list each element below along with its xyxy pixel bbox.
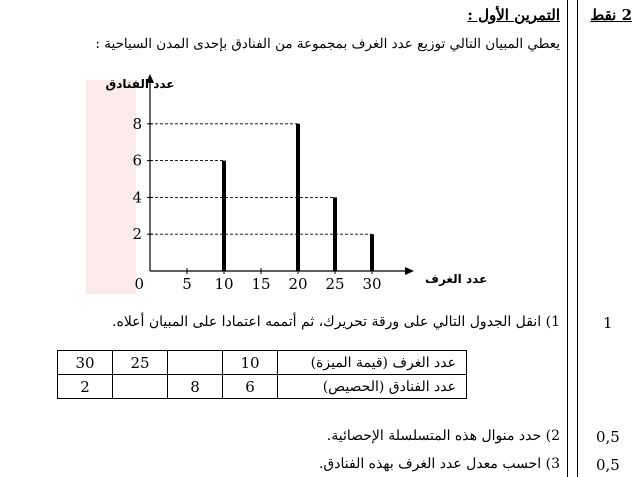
question-1-marks: 1: [603, 314, 613, 332]
table-cell: 2: [58, 375, 113, 399]
question-3-text: احسب معدل عدد الغرف بهذه الفنادق.: [318, 456, 542, 472]
bar: [222, 161, 226, 271]
x-tick-label: 30: [362, 275, 382, 293]
y-tick-label: 4: [132, 188, 142, 207]
question-1-number: 1): [545, 314, 560, 330]
points-label: 2 نقط: [590, 6, 632, 24]
x-axis-label: عدد الغرف: [425, 272, 488, 286]
question-3-marks: 0,5: [596, 456, 620, 474]
table-cell: [113, 375, 168, 399]
bar-chart: [80, 66, 488, 298]
x-axis-arrow: [405, 267, 414, 275]
x-tick-label: 15: [251, 275, 271, 293]
table-cell: 30: [58, 351, 113, 375]
chart-svg: [80, 66, 488, 298]
bar: [370, 234, 374, 271]
table-row-label: عدد الفنادق (الحصيص): [278, 375, 467, 399]
bar: [296, 124, 300, 271]
y-tick-label: 2: [132, 225, 142, 244]
table-cell: 8: [168, 375, 223, 399]
exercise-intro: يعطي المبيان التالي توزيع عدد الغرف بمجموعة من الفنادق بإحدى المدن السياحية :: [95, 36, 560, 52]
question-2-marks: 0,5: [596, 428, 620, 446]
table-cell: 10: [223, 351, 278, 375]
y-tick-label: 8: [132, 114, 142, 133]
question-1: [112, 314, 560, 330]
exercise-title: التمرين الأول :: [467, 6, 560, 24]
table-row-label: عدد الغرف (قيمة الميزة): [278, 351, 467, 375]
y-axis-label: عدد الفنادق: [105, 77, 175, 91]
table-row: [58, 375, 467, 399]
question-2-text: حدد منوال هذه المتسلسلة الإحصائية.: [326, 428, 542, 444]
y-tick-label: 6: [132, 151, 142, 170]
question-2: [327, 428, 560, 444]
x-tick-label: 10: [214, 275, 234, 293]
question-3-number: 3): [545, 456, 560, 472]
chart-shaded-band: [86, 80, 136, 294]
margin-line-left: [577, 0, 578, 477]
frequency-table: [57, 350, 467, 399]
x-tick-label: 5: [182, 275, 192, 293]
table-cell: 25: [113, 351, 168, 375]
x-tick-label: 0: [134, 275, 144, 293]
question-1-text: انقل الجدول التالي على ورقة تحريرك، ثم أتممه اعتمادا على المبيان أعلاه.: [112, 314, 542, 330]
table-row: [58, 351, 467, 375]
x-tick-label: 20: [288, 275, 308, 293]
question-2-number: 2): [545, 428, 560, 444]
x-tick-label: 25: [325, 275, 345, 293]
question-3: [319, 456, 560, 472]
table-cell: 6: [223, 375, 278, 399]
bar: [333, 197, 337, 271]
table-cell: [168, 351, 223, 375]
margin-line-right: [567, 0, 568, 477]
